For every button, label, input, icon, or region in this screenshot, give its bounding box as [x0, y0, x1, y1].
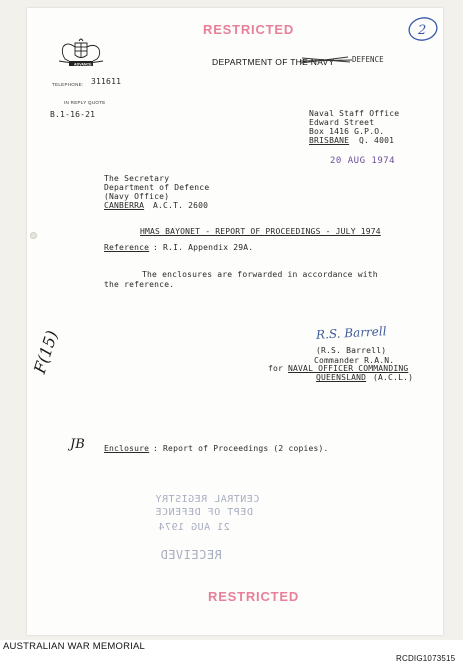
recipient-line-1: The Secretary — [104, 174, 170, 183]
date-stamp: 20 AUG 1974 — [330, 156, 396, 166]
signatory-name: (R.S. Barrell) — [316, 346, 387, 355]
handwritten-signature: R.S. Barrell — [315, 324, 387, 342]
recipient-line-3: (Navy Office) — [104, 192, 170, 201]
sender-state-postcode: Q. 4001 — [359, 136, 395, 145]
signatory-role-line-1: NAVAL OFFICER COMMANDING — [288, 364, 409, 373]
for-prefix: for — [268, 364, 284, 373]
classification-top: RESTRICTED — [203, 22, 295, 37]
sender-address-line-3: Box 1416 G.P.O. — [309, 127, 385, 136]
received-stamp-line-3: 21 AUG 1974 — [158, 522, 230, 533]
received-stamp-line-4: RECEIVED — [160, 548, 222, 562]
signatory-rank: Commander R.A.N. — [314, 356, 395, 365]
body-line-2: the reference. — [104, 280, 175, 289]
coat-of-arms-icon — [55, 35, 107, 69]
footer-institution: AUSTRALIAN WAR MEMORIAL — [3, 641, 146, 652]
signatory-role-line-2: QUEENSLAND — [316, 373, 367, 382]
reply-quote-label: IN REPLY QUOTE — [64, 100, 106, 105]
body-line-1: The enclosures are forwarded in accordance with — [142, 270, 378, 279]
svg-text:ADVANCE: ADVANCE — [74, 62, 92, 67]
enclosure-text: : Report of Proceedings (2 copies). — [153, 444, 329, 453]
circled-page-number — [405, 14, 441, 44]
signatory-role-suffix: (A.C.L.) — [373, 373, 414, 382]
reference-text: : R.I. Appendix 29A. — [153, 243, 254, 252]
department-name: DEPARTMENT OF THE NAVY — [212, 57, 335, 67]
subject-line: HMAS BAYONET - REPORT OF PROCEEDINGS - JULY 1974 — [140, 227, 381, 236]
reply-reference: B.1-16-21 — [50, 110, 96, 119]
department-overtype: DEFENCE — [352, 55, 384, 64]
classification-bottom: RESTRICTED — [208, 589, 300, 604]
punch-hole — [30, 232, 37, 239]
recipient-city: CANBERRA — [104, 201, 145, 210]
received-stamp-line-1: CENTRAL REGISTRY — [155, 494, 260, 505]
recipient-state-postcode: A.C.T. 2600 — [153, 201, 209, 210]
telephone-number: 311611 — [91, 77, 122, 86]
enclosure-label: Enclosure — [104, 444, 150, 453]
sender-city: BRISBANE — [309, 136, 350, 145]
sender-address-line-2: Edward Street — [309, 118, 375, 127]
strikeout-mark — [298, 54, 354, 66]
recipient-line-2: Department of Defence — [104, 183, 210, 192]
page-number-text: 2 — [418, 23, 427, 38]
sender-address-line-1: Naval Staff Office — [309, 109, 400, 118]
footer-record-id: RCDIG1073515 — [396, 654, 456, 663]
telephone-label: TELEPHONE: — [52, 82, 84, 87]
reference-label: Reference — [104, 243, 150, 252]
received-stamp-line-2: DEPT OF DEFENCE — [155, 507, 253, 518]
enclosure-initials: JB — [70, 437, 85, 452]
margin-file-note: F(15) — [30, 328, 62, 376]
